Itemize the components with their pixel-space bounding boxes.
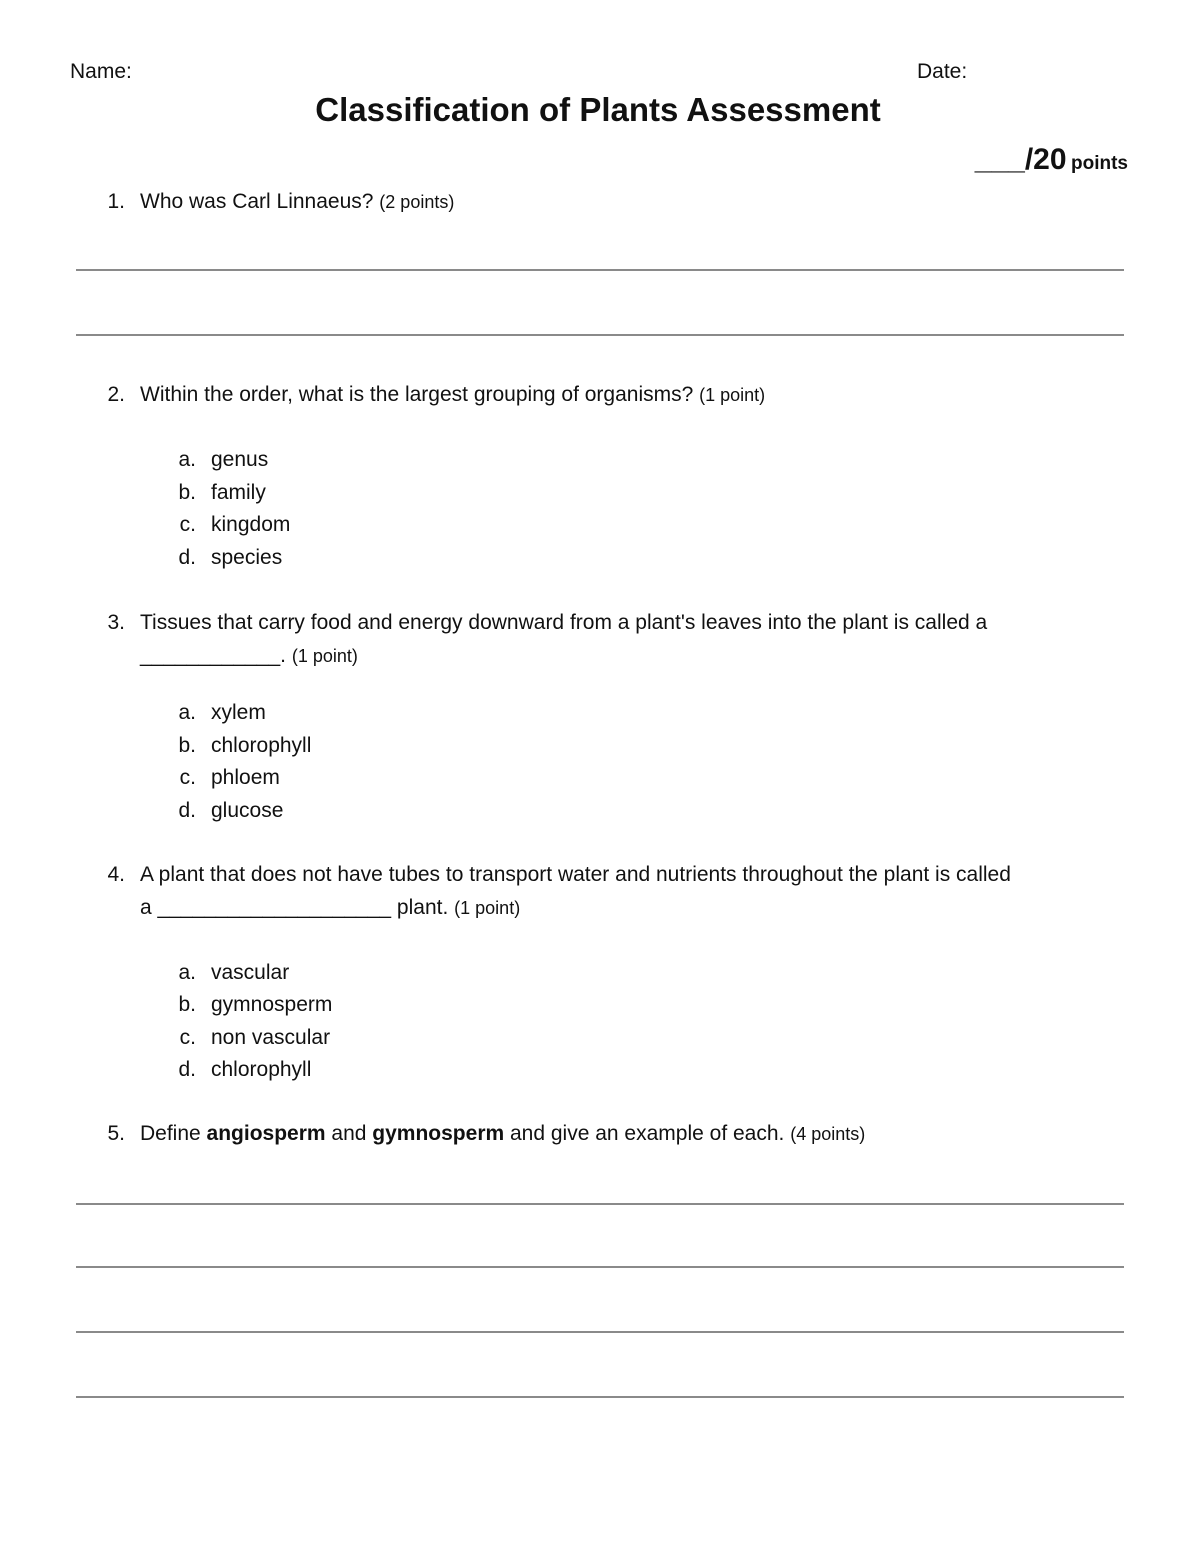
- question-3: [0, 611, 1200, 671]
- question-prompt: Within the order, what is the largest grouping of organisms?: [140, 383, 694, 406]
- question-number: 4.: [107, 863, 125, 886]
- question-number: 5.: [107, 1122, 125, 1145]
- question-text-line-1: A plant that does not have tubes to transport water and nutrients throughout the plant is called: [140, 863, 1011, 886]
- question-2: [0, 383, 1200, 409]
- option-text: glucose: [211, 799, 284, 822]
- option-text: genus: [211, 448, 269, 471]
- fill-in-blank: a ____________________ plant.: [140, 896, 449, 919]
- question-points: (1 point): [291, 646, 358, 666]
- option-letter: b.: [178, 734, 196, 757]
- option-text: gymnosperm: [211, 993, 333, 1016]
- answer-line[interactable]: [76, 1266, 1124, 1268]
- question-text-line-1: Tissues that carry food and energy downward from a plant's leaves into the plant is called a: [140, 611, 988, 634]
- question-points: (1 point): [699, 385, 766, 405]
- option-letter: c.: [179, 1026, 196, 1049]
- option-letter: d.: [178, 1058, 196, 1081]
- option-letter: b.: [178, 481, 196, 504]
- option-letter: d.: [178, 799, 196, 822]
- answer-line[interactable]: [76, 1203, 1124, 1205]
- option-text: kingdom: [211, 513, 291, 536]
- question-text: [140, 190, 454, 214]
- question-number: 3.: [107, 611, 125, 634]
- option-letter: c.: [179, 766, 196, 789]
- question-points: (4 points): [790, 1124, 866, 1144]
- score-unit: points: [1071, 153, 1128, 174]
- question-5: [0, 1122, 1200, 1148]
- fill-in-blank: ____________.: [140, 644, 286, 667]
- option-letter: a.: [178, 961, 196, 984]
- option-text: family: [211, 481, 266, 504]
- score-max: /20: [1024, 143, 1067, 176]
- option-letter: a.: [178, 701, 196, 724]
- question-text: [140, 383, 765, 407]
- question-prompt: Define: [140, 1122, 207, 1145]
- question-text-line-2: [140, 644, 358, 668]
- question-4: [0, 863, 1200, 923]
- term-gymnosperm: gymnosperm: [372, 1122, 505, 1145]
- option-text: chlorophyll: [211, 734, 312, 757]
- score-total: [975, 143, 1128, 177]
- question-number: 2.: [107, 383, 125, 406]
- answer-line[interactable]: [76, 1331, 1124, 1333]
- question-1: [0, 190, 1200, 216]
- term-angiosperm: angiosperm: [206, 1122, 326, 1145]
- option-letter: d.: [178, 546, 196, 569]
- option-text: non vascular: [211, 1026, 331, 1049]
- option-text: phloem: [211, 766, 280, 789]
- name-label: Name:: [70, 60, 132, 83]
- option-text: species: [211, 546, 283, 569]
- answer-line[interactable]: [76, 1396, 1124, 1398]
- option-text: xylem: [211, 701, 266, 724]
- option-text: vascular: [211, 961, 290, 984]
- answer-line[interactable]: [76, 334, 1124, 336]
- question-prompt: Who was Carl Linnaeus?: [140, 190, 374, 213]
- option-text: chlorophyll: [211, 1058, 312, 1081]
- page-title: Classification of Plants Assessment: [315, 91, 881, 128]
- answer-line[interactable]: [76, 269, 1124, 271]
- question-points: (1 point): [454, 898, 521, 918]
- question-prompt: and: [325, 1122, 373, 1145]
- question-number: 1.: [107, 190, 125, 213]
- option-letter: c.: [179, 513, 196, 536]
- score-blank: ___: [974, 143, 1025, 176]
- date-label: Date:: [917, 60, 968, 83]
- question-points: (2 points): [379, 192, 455, 212]
- question-prompt: and give an example of each.: [504, 1122, 785, 1145]
- question-text: [140, 1122, 865, 1146]
- option-letter: b.: [178, 993, 196, 1016]
- option-letter: a.: [178, 448, 196, 471]
- question-text-line-2: [140, 896, 520, 920]
